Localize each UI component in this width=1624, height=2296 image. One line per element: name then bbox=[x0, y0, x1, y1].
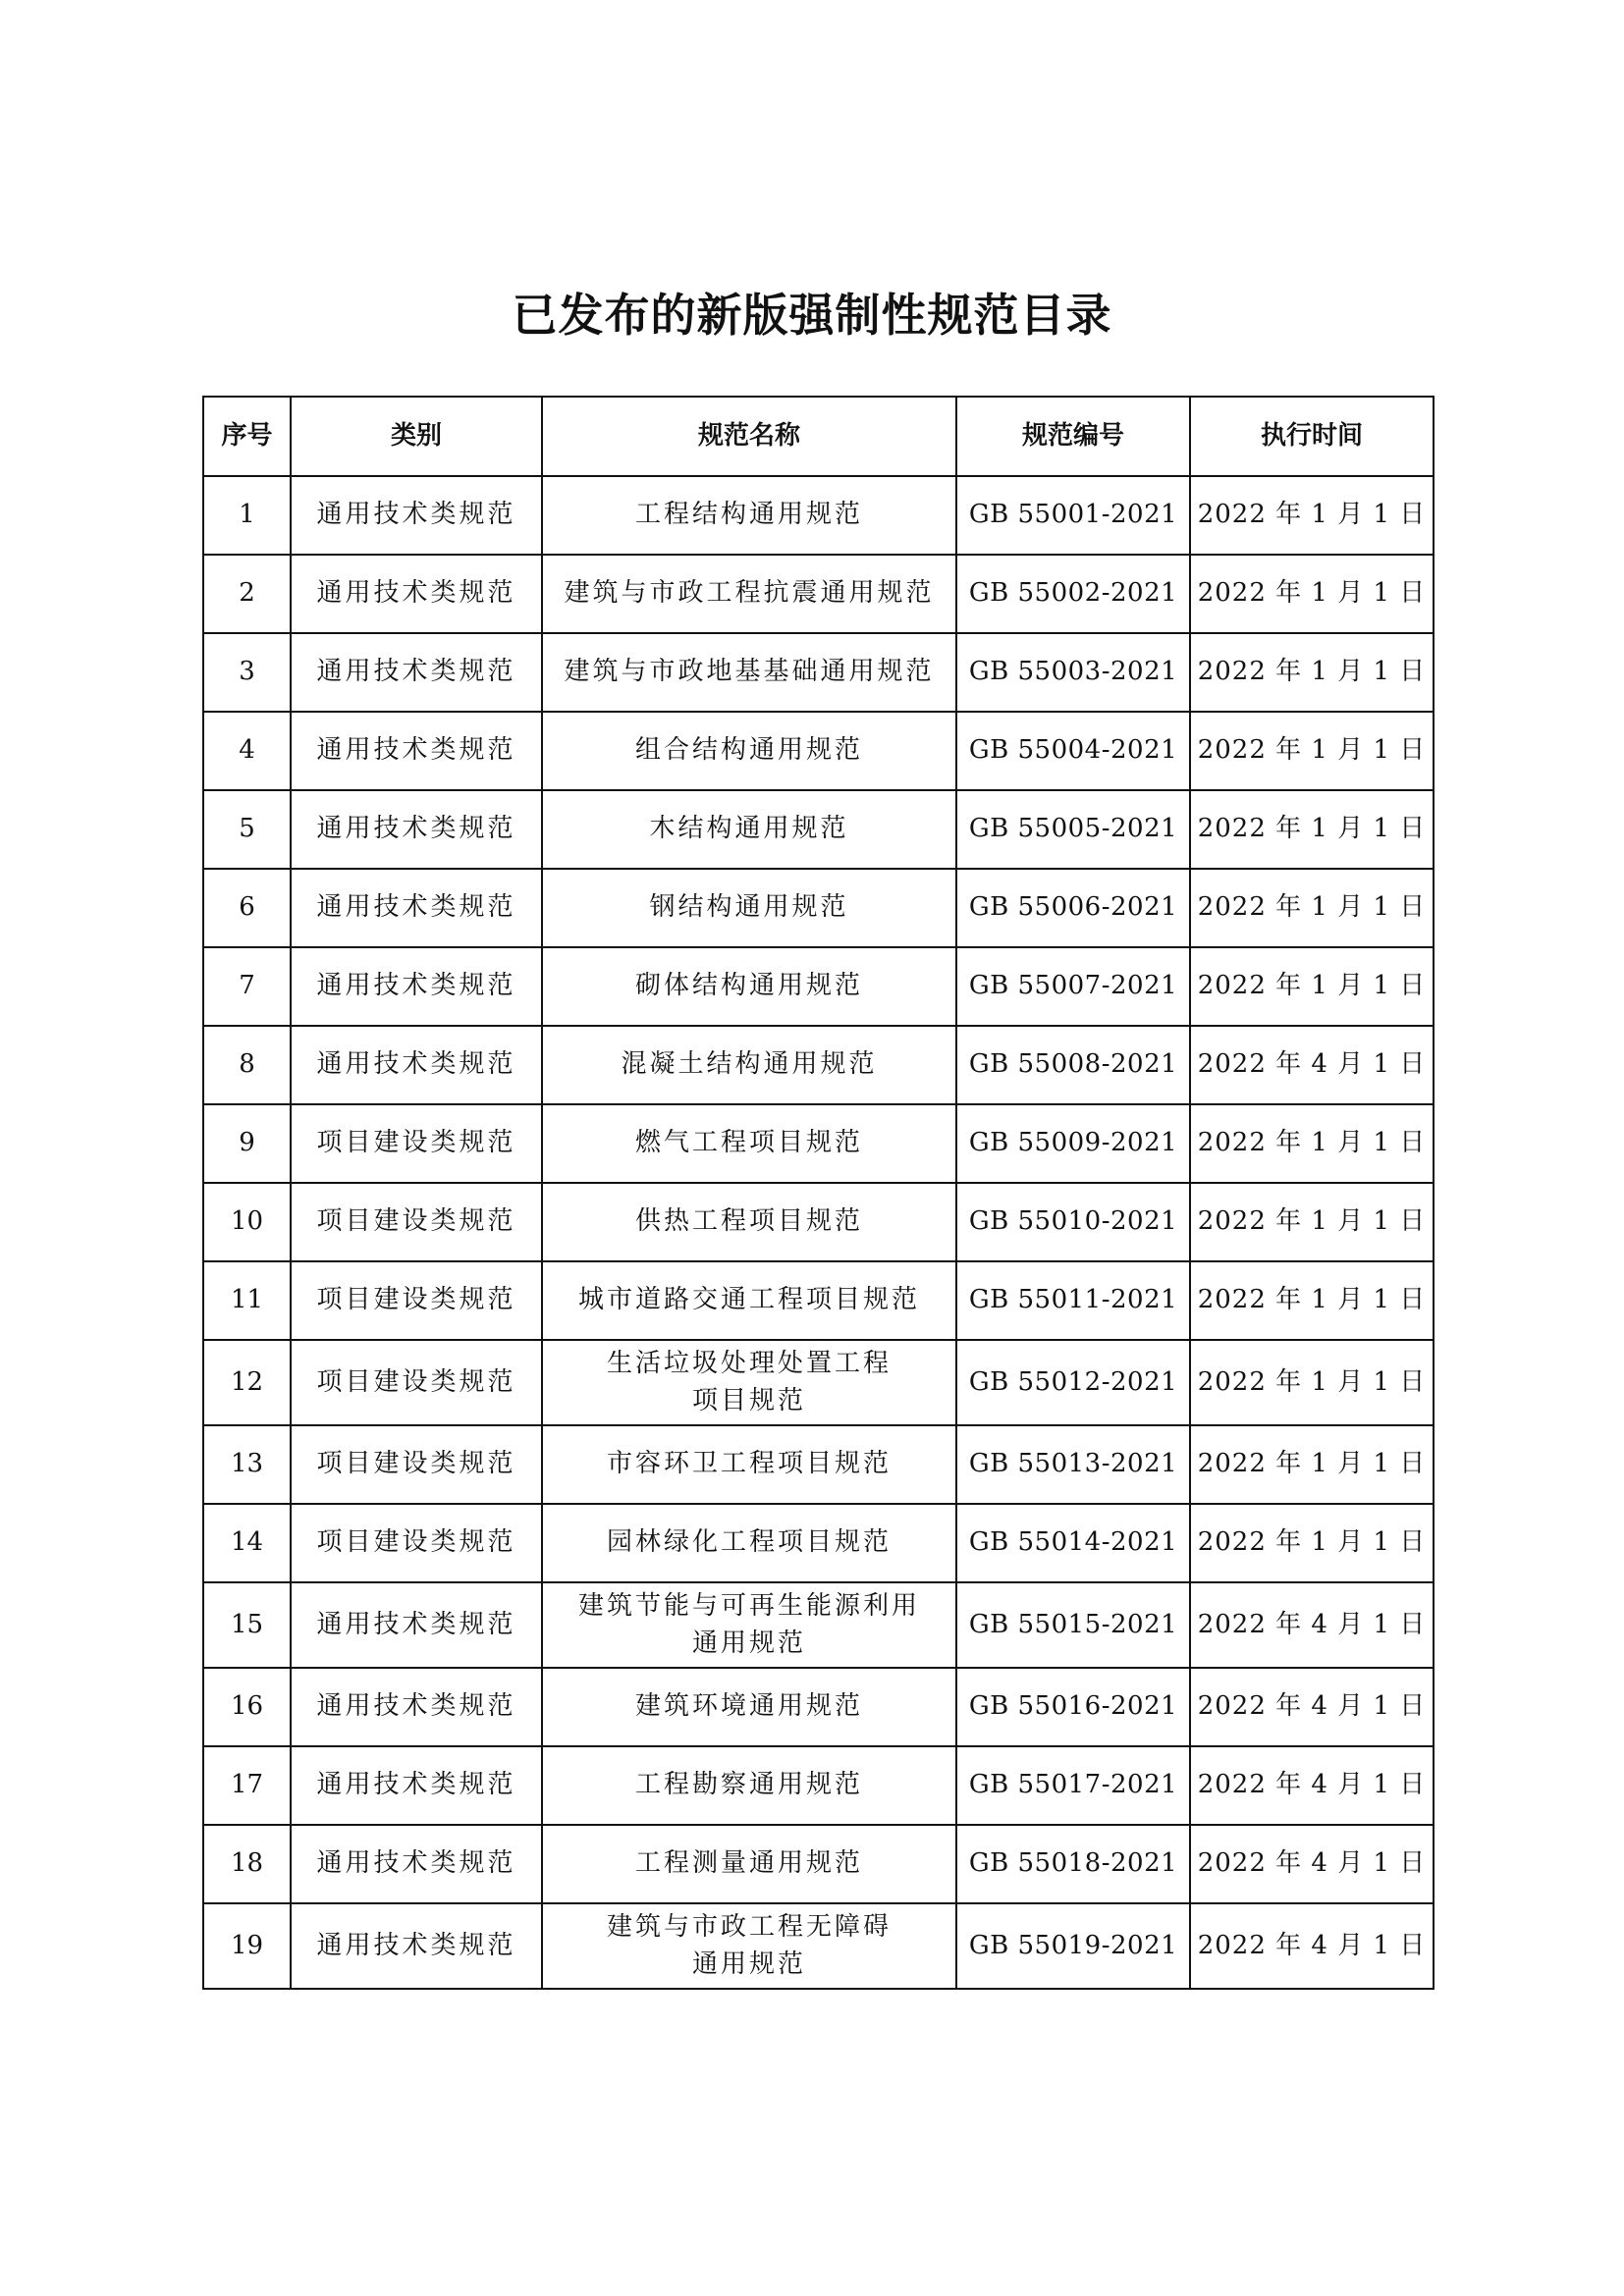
table-row bbox=[203, 1825, 1434, 1903]
cell-code: GB 55013-2021 bbox=[956, 1425, 1190, 1504]
cell-date: 2022 年 4 月 1 日 bbox=[1190, 1903, 1434, 1989]
cell-no: 12 bbox=[203, 1340, 291, 1425]
cell-category: 通用技术类规范 bbox=[291, 633, 542, 712]
cell-category: 项目建设类规范 bbox=[291, 1504, 542, 1582]
cell-category: 通用技术类规范 bbox=[291, 947, 542, 1026]
cell-name: 组合结构通用规范 bbox=[542, 712, 956, 790]
cell-code: GB 55003-2021 bbox=[956, 633, 1190, 712]
table-row bbox=[203, 947, 1434, 1026]
cell-category: 项目建设类规范 bbox=[291, 1425, 542, 1504]
cell-name-line: 通用规范 bbox=[691, 1949, 806, 1979]
cell-date: 2022 年 4 月 1 日 bbox=[1190, 1825, 1434, 1903]
table-header-row bbox=[203, 397, 1434, 476]
cell-category: 通用技术类规范 bbox=[291, 1668, 542, 1746]
cell-no: 17 bbox=[203, 1746, 291, 1825]
cell-category: 通用技术类规范 bbox=[291, 1026, 542, 1104]
cell-date: 2022 年 1 月 1 日 bbox=[1190, 1261, 1434, 1340]
cell-code: GB 55015-2021 bbox=[956, 1582, 1190, 1668]
table-row bbox=[203, 1340, 1434, 1425]
cell-no: 18 bbox=[203, 1825, 291, 1903]
cell-name: 钢结构通用规范 bbox=[542, 869, 956, 947]
cell-code: GB 55001-2021 bbox=[956, 476, 1190, 555]
cell-no: 9 bbox=[203, 1104, 291, 1183]
cell-no: 19 bbox=[203, 1903, 291, 1989]
table-row bbox=[203, 790, 1434, 869]
cell-name: 建筑与市政工程抗震通用规范 bbox=[542, 555, 956, 633]
standards-catalog-table bbox=[202, 396, 1435, 1990]
cell-category: 通用技术类规范 bbox=[291, 1825, 542, 1903]
table-row bbox=[203, 1903, 1434, 1989]
cell-no: 7 bbox=[203, 947, 291, 1026]
cell-date: 2022 年 1 月 1 日 bbox=[1190, 947, 1434, 1026]
cell-no: 6 bbox=[203, 869, 291, 947]
cell-category: 通用技术类规范 bbox=[291, 869, 542, 947]
cell-name: 燃气工程项目规范 bbox=[542, 1104, 956, 1183]
table-row bbox=[203, 712, 1434, 790]
cell-date: 2022 年 1 月 1 日 bbox=[1190, 555, 1434, 633]
cell-date: 2022 年 1 月 1 日 bbox=[1190, 1104, 1434, 1183]
cell-date: 2022 年 4 月 1 日 bbox=[1190, 1026, 1434, 1104]
cell-category: 通用技术类规范 bbox=[291, 1903, 542, 1989]
cell-name: 砌体结构通用规范 bbox=[542, 947, 956, 1026]
cell-code: GB 55019-2021 bbox=[956, 1903, 1190, 1989]
header-code: 规范编号 bbox=[956, 397, 1190, 476]
cell-category: 通用技术类规范 bbox=[291, 790, 542, 869]
cell-date: 2022 年 1 月 1 日 bbox=[1190, 476, 1434, 555]
table-row bbox=[203, 869, 1434, 947]
cell-code: GB 55006-2021 bbox=[956, 869, 1190, 947]
cell-category: 通用技术类规范 bbox=[291, 712, 542, 790]
table-row bbox=[203, 1183, 1434, 1261]
cell-code: GB 55012-2021 bbox=[956, 1340, 1190, 1425]
cell-name: 城市道路交通工程项目规范 bbox=[542, 1261, 956, 1340]
cell-name bbox=[542, 1582, 956, 1668]
cell-code: GB 55010-2021 bbox=[956, 1183, 1190, 1261]
cell-category: 通用技术类规范 bbox=[291, 555, 542, 633]
cell-code: GB 55004-2021 bbox=[956, 712, 1190, 790]
cell-code: GB 55007-2021 bbox=[956, 947, 1190, 1026]
cell-name-line: 建筑节能与可再生能源利用 bbox=[577, 1590, 920, 1621]
table-row bbox=[203, 1582, 1434, 1668]
cell-date: 2022 年 1 月 1 日 bbox=[1190, 1504, 1434, 1582]
cell-name: 供热工程项目规范 bbox=[542, 1183, 956, 1261]
cell-name-line: 建筑与市政工程无障碍 bbox=[606, 1911, 892, 1942]
cell-category: 通用技术类规范 bbox=[291, 1582, 542, 1668]
table-row bbox=[203, 1026, 1434, 1104]
cell-code: GB 55018-2021 bbox=[956, 1825, 1190, 1903]
cell-no: 5 bbox=[203, 790, 291, 869]
cell-date: 2022 年 1 月 1 日 bbox=[1190, 712, 1434, 790]
cell-no: 13 bbox=[203, 1425, 291, 1504]
cell-date: 2022 年 1 月 1 日 bbox=[1190, 1425, 1434, 1504]
cell-name bbox=[542, 1903, 956, 1989]
cell-category: 通用技术类规范 bbox=[291, 1746, 542, 1825]
cell-name: 建筑环境通用规范 bbox=[542, 1668, 956, 1746]
cell-name: 工程结构通用规范 bbox=[542, 476, 956, 555]
table-row bbox=[203, 1104, 1434, 1183]
cell-no: 14 bbox=[203, 1504, 291, 1582]
table-row bbox=[203, 1746, 1434, 1825]
cell-code: GB 55009-2021 bbox=[956, 1104, 1190, 1183]
cell-code: GB 55005-2021 bbox=[956, 790, 1190, 869]
header-no: 序号 bbox=[203, 397, 291, 476]
cell-no: 11 bbox=[203, 1261, 291, 1340]
cell-category: 项目建设类规范 bbox=[291, 1104, 542, 1183]
cell-name: 建筑与市政地基基础通用规范 bbox=[542, 633, 956, 712]
page-title: 已发布的新版强制性规范目录 bbox=[512, 289, 1112, 342]
cell-code: GB 55016-2021 bbox=[956, 1668, 1190, 1746]
cell-date: 2022 年 4 月 1 日 bbox=[1190, 1668, 1434, 1746]
cell-no: 4 bbox=[203, 712, 291, 790]
cell-date: 2022 年 1 月 1 日 bbox=[1190, 1340, 1434, 1425]
cell-no: 1 bbox=[203, 476, 291, 555]
cell-name: 园林绿化工程项目规范 bbox=[542, 1504, 956, 1582]
header-name: 规范名称 bbox=[542, 397, 956, 476]
cell-category: 项目建设类规范 bbox=[291, 1183, 542, 1261]
cell-date: 2022 年 4 月 1 日 bbox=[1190, 1582, 1434, 1668]
cell-date: 2022 年 1 月 1 日 bbox=[1190, 1183, 1434, 1261]
cell-name-line: 项目规范 bbox=[691, 1385, 806, 1415]
cell-name: 市容环卫工程项目规范 bbox=[542, 1425, 956, 1504]
cell-code: GB 55002-2021 bbox=[956, 555, 1190, 633]
table-row bbox=[203, 1504, 1434, 1582]
table-row bbox=[203, 1425, 1434, 1504]
cell-name bbox=[542, 1340, 956, 1425]
cell-no: 2 bbox=[203, 555, 291, 633]
cell-name-line: 生活垃圾处理处置工程 bbox=[606, 1348, 892, 1378]
cell-category: 通用技术类规范 bbox=[291, 476, 542, 555]
cell-date: 2022 年 4 月 1 日 bbox=[1190, 1746, 1434, 1825]
table-row bbox=[203, 476, 1434, 555]
cell-no: 8 bbox=[203, 1026, 291, 1104]
cell-no: 15 bbox=[203, 1582, 291, 1668]
table-row bbox=[203, 555, 1434, 633]
cell-name: 木结构通用规范 bbox=[542, 790, 956, 869]
cell-name: 工程勘察通用规范 bbox=[542, 1746, 956, 1825]
cell-name-line: 通用规范 bbox=[691, 1628, 806, 1658]
cell-category: 项目建设类规范 bbox=[291, 1340, 542, 1425]
cell-code: GB 55017-2021 bbox=[956, 1746, 1190, 1825]
cell-date: 2022 年 1 月 1 日 bbox=[1190, 790, 1434, 869]
cell-no: 16 bbox=[203, 1668, 291, 1746]
cell-name: 混凝土结构通用规范 bbox=[542, 1026, 956, 1104]
table-row bbox=[203, 1668, 1434, 1746]
cell-category: 项目建设类规范 bbox=[291, 1261, 542, 1340]
cell-name: 工程测量通用规范 bbox=[542, 1825, 956, 1903]
cell-no: 3 bbox=[203, 633, 291, 712]
table-row bbox=[203, 1261, 1434, 1340]
cell-code: GB 55008-2021 bbox=[956, 1026, 1190, 1104]
cell-code: GB 55011-2021 bbox=[956, 1261, 1190, 1340]
cell-date: 2022 年 1 月 1 日 bbox=[1190, 633, 1434, 712]
cell-date: 2022 年 1 月 1 日 bbox=[1190, 869, 1434, 947]
header-category: 类别 bbox=[291, 397, 542, 476]
header-date: 执行时间 bbox=[1190, 397, 1434, 476]
cell-code: GB 55014-2021 bbox=[956, 1504, 1190, 1582]
table-body bbox=[203, 476, 1434, 1989]
cell-no: 10 bbox=[203, 1183, 291, 1261]
table-row bbox=[203, 633, 1434, 712]
